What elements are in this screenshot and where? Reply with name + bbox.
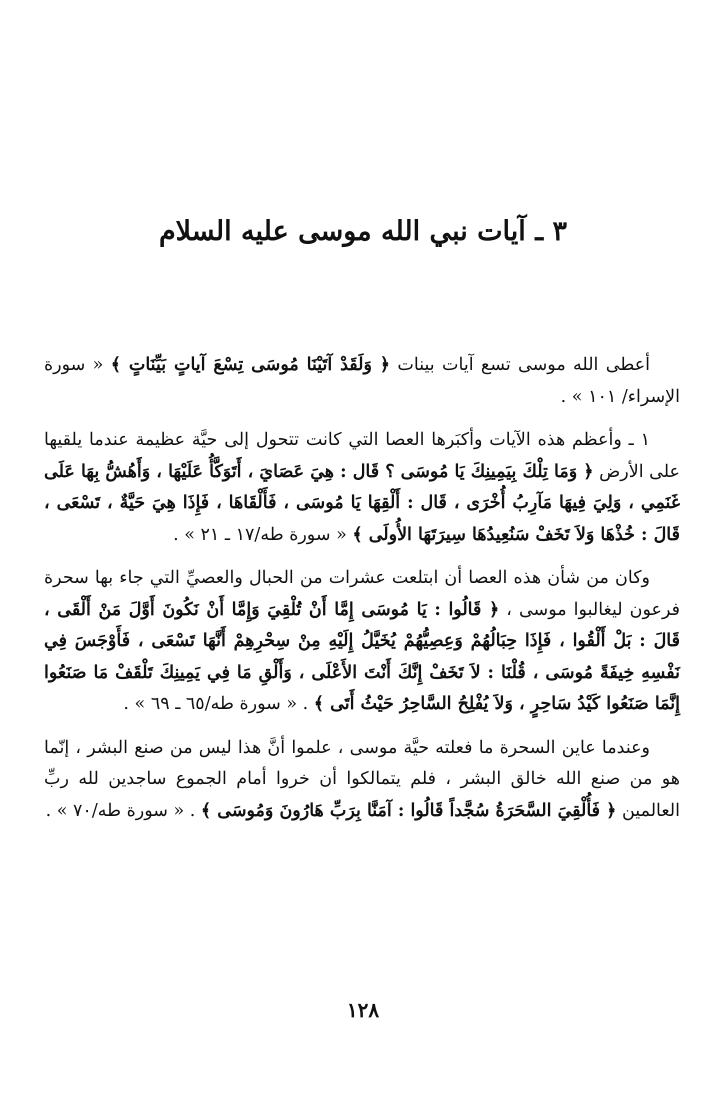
- surah-reference: « سورة الإسراء/ ١٠١ » .: [44, 355, 680, 407]
- surah-reference: « سورة طه/١٧ ـ ٢١ » .: [173, 524, 353, 545]
- body-text: [44, 350, 680, 839]
- paragraph-text: أعطى الله موسى تسع آيات بينات: [390, 355, 651, 375]
- quran-verse: ﴿ وَلَقَدْ آتَيْنَا مُوسَى تِسْعَ آياتٍ بَيِّنَاتٍ ﴾: [110, 355, 391, 375]
- paragraph-text: وكان من شأن هذه العصا أن ابتلعت عشرات من الحبال والعصيِّ التي جاء بها سحرة فرعون ليغالبوا موسى ،: [44, 568, 680, 620]
- paragraph-text: ١ ـ وأعظم هذه الآيات وأكبَرها العصا التي كانت تتحول إلى حيَّة عظيمة عندما يلقيها على الأرض: [44, 430, 680, 482]
- surah-reference: . « سورة طه/٧٠ » .: [45, 800, 201, 821]
- chapter-title: ٣ ـ آيات نبي الله موسى عليه السلام: [158, 216, 568, 247]
- page-number: ١٢٨: [346, 998, 380, 1022]
- quran-verse: ﴿ وَمَا تِلْكَ بِيَمِينِكَ يَا مُوسَى ؟ قَال : هِيَ عَصَايَ ، أَتَوَكَّأُ عَلَيْهَا ، وَأَهُشُّ بِهَا عَلَى غَنَمِي ، وَلِيَ فِيهَا مَآرِبُ أُخْرَى ، قَال : أَلْقِهَا يَا مُوسَى ، فَأَلْقَاهَا ، فَإِذَا هِيَ حَيَّةٌ ، تَسْعَى ، قَالَ : خُذْهَا وَلاَ تَخَفْ سَنُعِيدُهَا سِيرَتَهَا الأُولَى ﴾: [44, 461, 680, 545]
- paragraph-intro: [44, 350, 680, 413]
- paragraph-sorcerers: [44, 563, 680, 721]
- surah-reference: . « سورة طه/٦٥ ـ ٦٩ » .: [123, 694, 314, 714]
- paragraph-staff: [44, 425, 680, 551]
- quran-verse: ﴿ فَأُلْقِيَ السَّحَرَةُ سُجَّداً قَالُوا : آمَنَّا بِرَبِّ هَارُونَ وَمُوسَى ﴾: [200, 800, 617, 821]
- paragraph-prostration: [44, 733, 680, 828]
- quran-verse: ﴿ قَالُوا : يَا مُوسَى إِمَّا أَنْ تُلْقِيَ وَإِمَّا أَنْ نَكُونَ أَوَّلَ مَنْ أَلْقَى ، قَالَ : بَلْ أَلْقُوا ، فَإِذَا حِبَالُهُمْ وَعِصِيُّهُمْ يُخَيَّلُ إِلَيْهِ مِنْ سِحْرِهِمْ أَنَّهَا تَسْعَى ، فَأَوْجَسَ فِي نَفْسِهِ خِيفَةً مُوسَى ، قُلْنَا : لاَ تَخَفْ إِنَّكَ أَنْتَ الأَعْلَى ، وَأَلْقِ مَا فِي يَمِينِكَ تَلْقَفْ مَا صَنَعُوا إِنَّمَا صَنَعُوا كَيْدُ سَاحِرٍ ، وَلاَ يُفْلِحُ السَّاحِرُ حَيْثُ أَتَى ﴾: [44, 599, 680, 714]
- paragraph-text: وعندما عاين السحرة ما فعلته حيَّة موسى ، علموا أنَّ هذا ليس من صنع البشر ، إنّما هو من صنع الله خالق البشر ، فلم يتمالكوا أن خروا أمام الجموع ساجدين لله ربِّ العالمين: [44, 737, 680, 821]
